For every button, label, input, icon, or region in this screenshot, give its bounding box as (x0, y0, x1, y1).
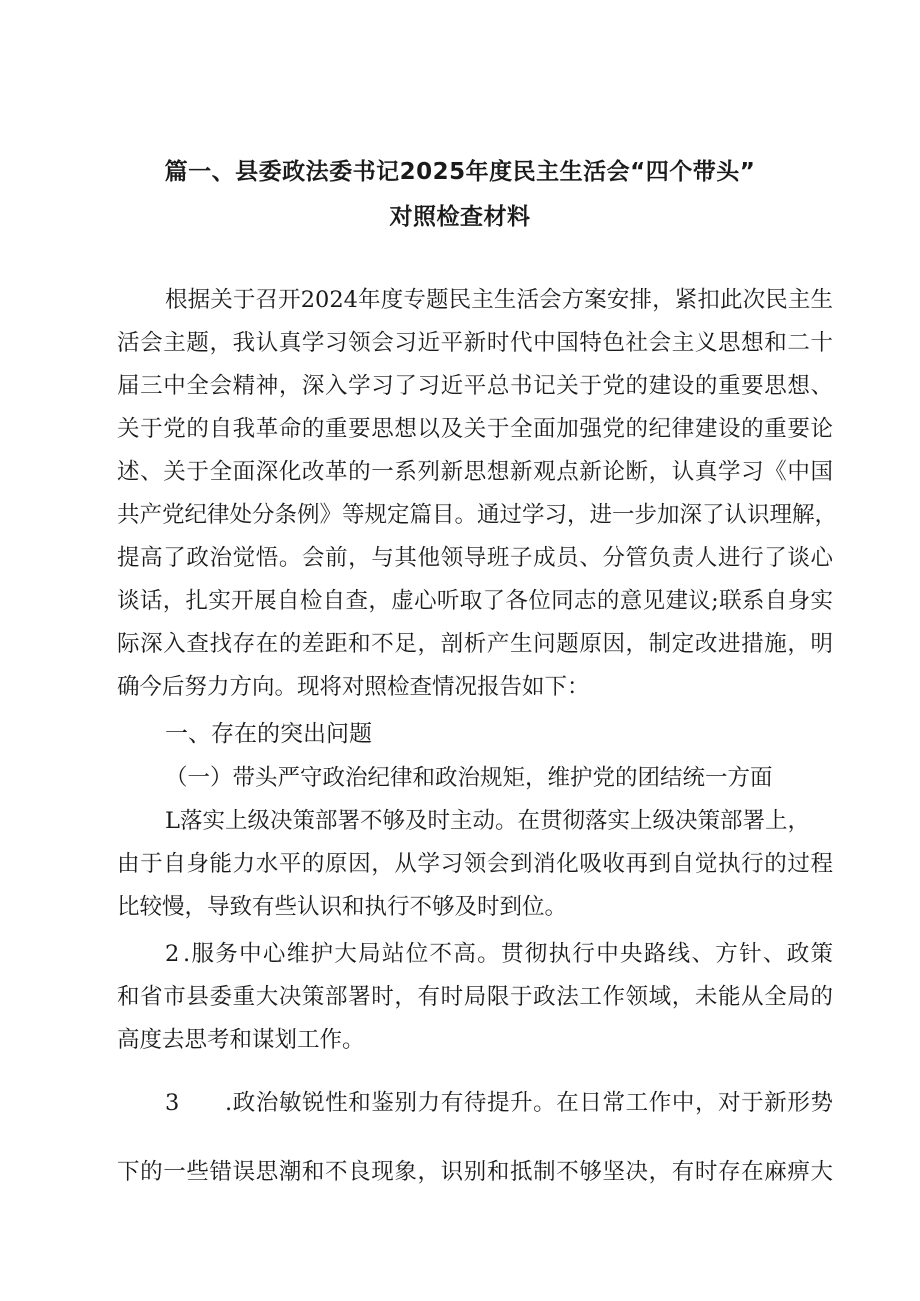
intro-line: 根据关于召开2024年度专题民主生活会方案安排，紧扣此次民主生 (165, 287, 833, 313)
item-3-number: 3 (165, 1090, 180, 1116)
section-heading: 一、存在的突出问题 (165, 721, 372, 747)
intro-line: 谈话，扎实开展自检自查，虚心听取了各位同志的意见建议;联系自身实 (117, 588, 833, 614)
intro-line: 届三中全会精神，深入学习了习近平总书记关于党的建设的重要思想、 (117, 373, 833, 399)
item-1-line: 由于自身能力水平的原因，从学习领会到消化吸收再到自觉执行的过程 (117, 851, 833, 877)
document-title-line-2: 对照检查材料 (389, 204, 531, 230)
item-2-number: 2 (165, 941, 180, 967)
item-2-line: .服务中心维护大局站位不高。贯彻执行中央路线、方针、政策 (183, 941, 833, 967)
item-3-line: 下的一些错误思潮和不良现象，识别和抵制不够坚决，有时存在麻痹大 (117, 1159, 833, 1185)
subsection-heading: （一）带头严守政治纪律和政治规矩，维护党的团结统一方面 (165, 765, 773, 791)
item-2-line: 和省市县委重大决策部署时，有时局限于政法工作领域，未能从全局的 (117, 984, 833, 1010)
item-1-line: L落实上级决策部署不够及时主动。在贯彻落实上级决策部署上， (165, 808, 810, 834)
intro-line: 共产党纪律处分条例》等规定篇目。通过学习，进一步加深了认识理解， (117, 502, 838, 528)
intro-line: 述、关于全面深化改革的一系列新思想新观点新论断，认真学习《中国 (117, 459, 833, 485)
intro-line: 确今后努力方向。现将对照检查情况报告如下： (117, 674, 590, 700)
document-title-line-1: 篇一、县委政法委书记2025年度民主生活会“四个带头” (164, 159, 756, 185)
item-2-line: 高度去思考和谋划工作。 (117, 1027, 365, 1053)
intro-line: 际深入查找存在的差距和不足，剖析产生问题原因，制定改进措施，明 (117, 631, 833, 657)
intro-line: 提高了政治觉悟。会前，与其他领导班子成员、分管负责人进行了谈心 (117, 545, 833, 571)
item-1-line: 比较慢，导致有些认识和执行不够及时到位。 (117, 894, 568, 920)
intro-line: 活会主题，我认真学习领会习近平新时代中国特色社会主义思想和二十 (117, 330, 833, 356)
intro-line: 关于党的自我革命的重要思想以及关于全面加强党的纪律建设的重要论 (117, 416, 833, 442)
item-3-line: .政治敏锐性和鉴别力有待提升。在日常工作中，对于新形势 (225, 1090, 833, 1116)
